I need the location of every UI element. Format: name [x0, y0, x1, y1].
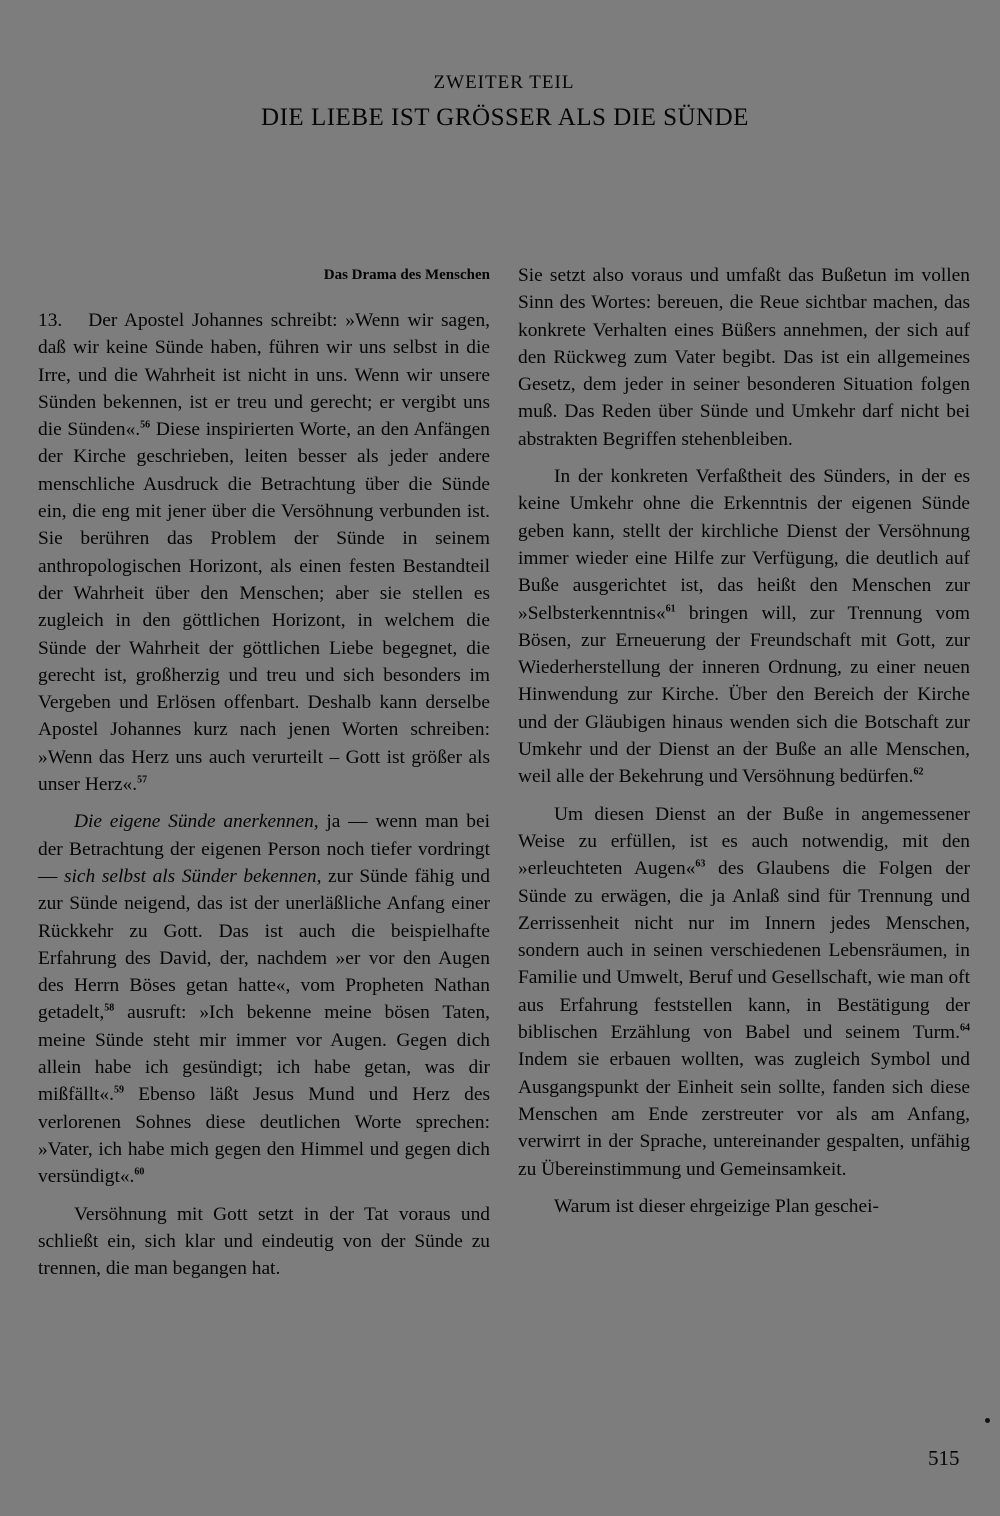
text-run: Der Apostel Johannes schreibt: »Wenn wir sagen, daß wir keine Sünde haben, führen wir uns selbst in die Irre, und die Wahrheit ist nicht in uns. Wenn wir unsere Sünden bekennen, ist er treu und gerecht; er vergibt uns die Sünden«.: [38, 310, 490, 441]
footnote-ref: 62: [913, 766, 924, 778]
text-run: In der konkreten Verfaßtheit des Sünders, in der es keine Umkehr ohne die Erkenntnis der eigenen Sünde geben kann, stellt der kirchliche Dienst der Versöhnung immer wieder eine Hilfe zur Verfügung, die deutlich auf Buße ausgerichtet ist, das heißt den Menschen zur »Selbsterkenntnis«: [518, 466, 970, 624]
text-run: des Glaubens die Folgen der Sünde zu erwägen, die ja Anlaß sind für Trennung und Zerrissenheit nicht nur im Innern jedes Menschen, sondern auch in seinen verschiedenen Lebensräumen, in Familie und Umwelt, Beruf und Gesellschaft, wie man oft aus Erfahrung feststellen kann, in Bestätigung der biblischen Erzählung von Babel und seinem Turm.: [518, 858, 970, 1044]
part-title: DIE LIEBE IST GRÖSSER ALS DIE SÜNDE: [261, 104, 749, 131]
margin-dot: [985, 1418, 990, 1423]
paragraph: [518, 1193, 970, 1220]
text-run: Diese inspirierten Worte, an den Anfängen der Kirche geschrieben, leiten besser als jeder andere menschliche Ausdruck die Betrachtung über die Sünde ein, die eng mit jener über die Versöhnung verbunden ist. Sie berühren das Problem der Sünde in seinem anthropologischen Horizont, als einen festen Bestandteil der Wahrheit über den Menschen; aber sie stellen es zugleich in den göttlichen Horizont, in welchem die Sünde der Wahrheit der göttlichen Liebe begegnet, die gerecht ist, großherzig und treu und sich besonders im Vergeben und Erlösen offenbart. Deshalb kann derselbe Apostel Johannes kurz nach jenen Worten schreiben: »Wenn das Herz uns auch verurteilt – Gott ist größer als unser Herz«.: [38, 419, 490, 796]
paragraph: [38, 1201, 490, 1283]
emphasis-text: sich selbst als Sünder bekennen,: [64, 865, 322, 887]
paragraph-number: 13.: [38, 310, 63, 331]
right-column: [518, 262, 970, 1220]
footnote-ref: 61: [665, 603, 676, 615]
left-column: [38, 262, 490, 1282]
text-run: Versöhnung mit Gott setzt in der Tat voraus und schließt ein, sich klar und eindeutig von der Sünde zu trennen, die man begangen hat.: [38, 1203, 490, 1280]
part-label: ZWEITER TEIL: [433, 72, 575, 93]
footnote-ref: 58: [104, 1002, 115, 1014]
text-run: ausruft: »Ich bekenne meine bösen Taten, meine Sünde steht mir immer vor Augen. Gegen dich allein habe ich gesündigt; ich habe getan, was dir mißfällt«.: [38, 1002, 490, 1106]
paragraph: [518, 262, 970, 453]
paragraph: [518, 801, 970, 1183]
paragraph: [38, 808, 490, 1190]
footnote-ref: 60: [134, 1166, 145, 1178]
footnote-ref: 63: [695, 858, 706, 870]
text-run: Ebenso läßt Jesus Mund und Herz des verlorenen Sohnes diese deutlichen Worte sprechen: »Vater, ich habe mich gegen den Himmel und gegen dich versündigt«.: [38, 1084, 490, 1188]
footnote-ref: 59: [113, 1084, 124, 1096]
text-run: ja — wenn man bei der Betrachtung der eigenen Person noch tiefer vordringt —: [38, 811, 490, 887]
page-number: 515: [928, 1446, 960, 1470]
text-run: Sie setzt also voraus und umfaßt das Bußetun im vollen Sinn des Wortes: bereuen, die Reue sichtbar machen, das konkrete Verhalten eines Büßers annehmen, der sich auf den Rückweg zum Vater begibt. Das ist ein allgemeines Gesetz, dem jeder in seiner besonderen Situation folgen muß. Das Reden über Sünde und Umkehr darf nicht bei abstrakten Begriffen stehenbleiben.: [518, 265, 970, 450]
footnote-ref: 64: [960, 1022, 970, 1034]
footnote-ref: 57: [137, 774, 148, 786]
section-heading: Das Drama des Menschen: [323, 267, 490, 283]
text-run: Warum ist dieser ehrgeizige Plan geschei-: [554, 1195, 879, 1217]
text-run: zur Sünde fähig und zur Sünde neigend, das ist der unerläßliche Anfang einer Rückkehr zu Gott. Das ist auch die beispielhafte Erfahrung des David, der, nachdem »er vor den Augen des Herrn Böses getan hatte«, vom Propheten Nathan getadelt,: [38, 865, 490, 1024]
chapter-heading: [0, 72, 1000, 132]
emphasis-text: Die eigene Sünde anerkennen,: [74, 811, 319, 833]
paragraph-13: [38, 307, 490, 798]
text-run: Indem sie erbauen wollten, was zugleich Symbol und Ausgangspunkt der Einheit sein sollte, fanden sich diese Menschen am Ende zerstreuter vor als am Anfang, verwirrt in der Sprache, untereinander gespalten, unfähig zu Übereinstimmung und Gemeinsamkeit.: [518, 1049, 970, 1180]
paragraph: [518, 463, 970, 791]
text-run: Um diesen Dienst an der Buße in angemessener Weise zu erfüllen, ist es auch notwendig, mit den »erleuchteten Augen«: [518, 803, 970, 880]
text-run: bringen will, zur Trennung vom Bösen, zur Erneuerung der Freundschaft mit Gott, zur Wiederherstellung der inneren Ordnung, zu einer neuen Hinwendung zur Kirche. Über den Bereich der Kirche und der Gläubigen hinaus wenden sich die Botschaft zur Umkehr und der Dienst an der Buße an alle Menschen, weil alle der Bekehrung und Versöhnung bedürfen.: [518, 602, 970, 788]
footnote-ref: 56: [140, 419, 151, 431]
